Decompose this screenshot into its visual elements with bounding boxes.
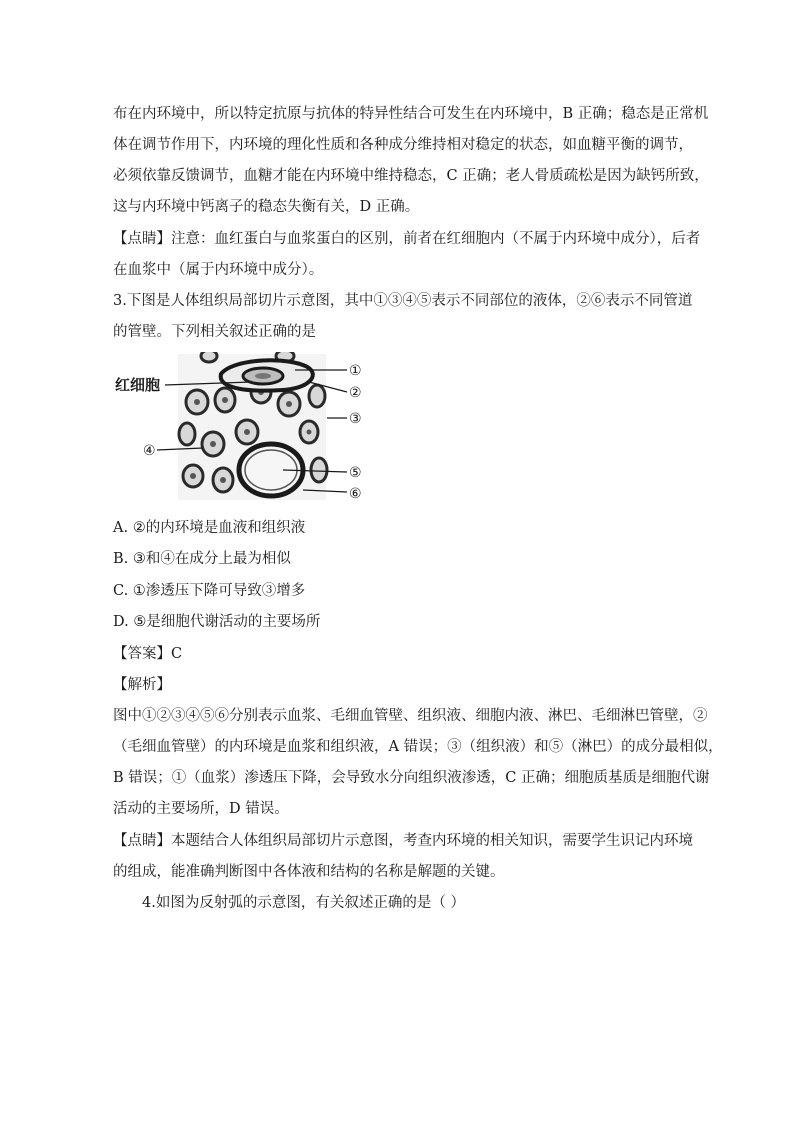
note-line: 【点睛】注意：血红蛋白与血浆蛋白的区别，前者在红细胞内（不属于内环境中成分），后者	[113, 231, 701, 247]
analysis-line: （毛细血管壁）的内环境是血浆和组织液，A 错误；③（组织液）和⑤（淋巴）的成分最相似，	[113, 739, 723, 755]
marker-5: ⑤	[349, 465, 362, 481]
question-4-stem: 4.如图为反射弧的示意图，有关叙述正确的是（ ）	[142, 895, 465, 911]
tissue-section-figure	[113, 352, 375, 502]
answer-line: 【答案】C	[113, 646, 183, 662]
analysis-title: 【解析】	[113, 677, 171, 693]
text-line: 体在调节作用下，内环境的理化性质和各种成分维持相对稳定的状态，如血糖平衡的调节，	[113, 137, 693, 153]
marker-6: ⑥	[349, 486, 362, 502]
text-line: 这与内环境中钙离子的稳态失衡有关，D 正确。	[113, 199, 420, 215]
option-d: D. ⑤是细胞代谢活动的主要场所	[113, 614, 321, 630]
option-a: A. ②的内环境是血液和组织液	[113, 520, 306, 536]
note-line: 【点睛】本题结合人体组织局部切片示意图，考查内环境的相关知识，需要学生识记内环境	[113, 833, 693, 849]
tissue-image	[178, 352, 327, 500]
marker-4: ④	[143, 443, 156, 459]
note-line: 在血浆中（属于内环境中成分）。	[113, 262, 324, 278]
marker-3: ③	[349, 411, 362, 427]
text-line: 布在内环境中，所以特定抗原与抗体的特异性结合可发生在内环境中，B 正确；稳态是正常机	[113, 106, 709, 122]
marker-2: ②	[349, 385, 362, 401]
text-line: 必须依靠反馈调节，血糖才能在内环境中维持稳态，C 正确；老人骨质疏松是因为缺钙所致，	[113, 168, 709, 184]
option-b: B. ③和④在成分上最为相似	[113, 551, 291, 567]
note-line: 的组成，能准确判断图中各体液和结构的名称是解题的关键。	[113, 864, 505, 880]
question-3-stem: 3.下图是人体组织局部切片示意图，其中①③④⑤表示不同部位的液体，②⑥表示不同管道	[113, 293, 693, 309]
analysis-line: 活动的主要场所，D 错误。	[113, 801, 289, 817]
analysis-line: 图中①②③④⑤⑥分别表示血浆、毛细血管壁、组织液、细胞内液、淋巴、毛细淋巴管壁，②	[113, 708, 708, 724]
question-3-stem: 的管壁。下列相关叙述正确的是	[113, 324, 316, 340]
red-blood-cell-label: 红细胞	[115, 376, 161, 394]
marker-1: ①	[349, 363, 362, 379]
analysis-line: B 错误；①（血浆）渗透压下降，会导致水分向组织液渗透，C 正确；细胞质基质是细胞代谢	[113, 770, 710, 786]
option-c: C. ①渗透压下降可导致③增多	[113, 583, 306, 599]
